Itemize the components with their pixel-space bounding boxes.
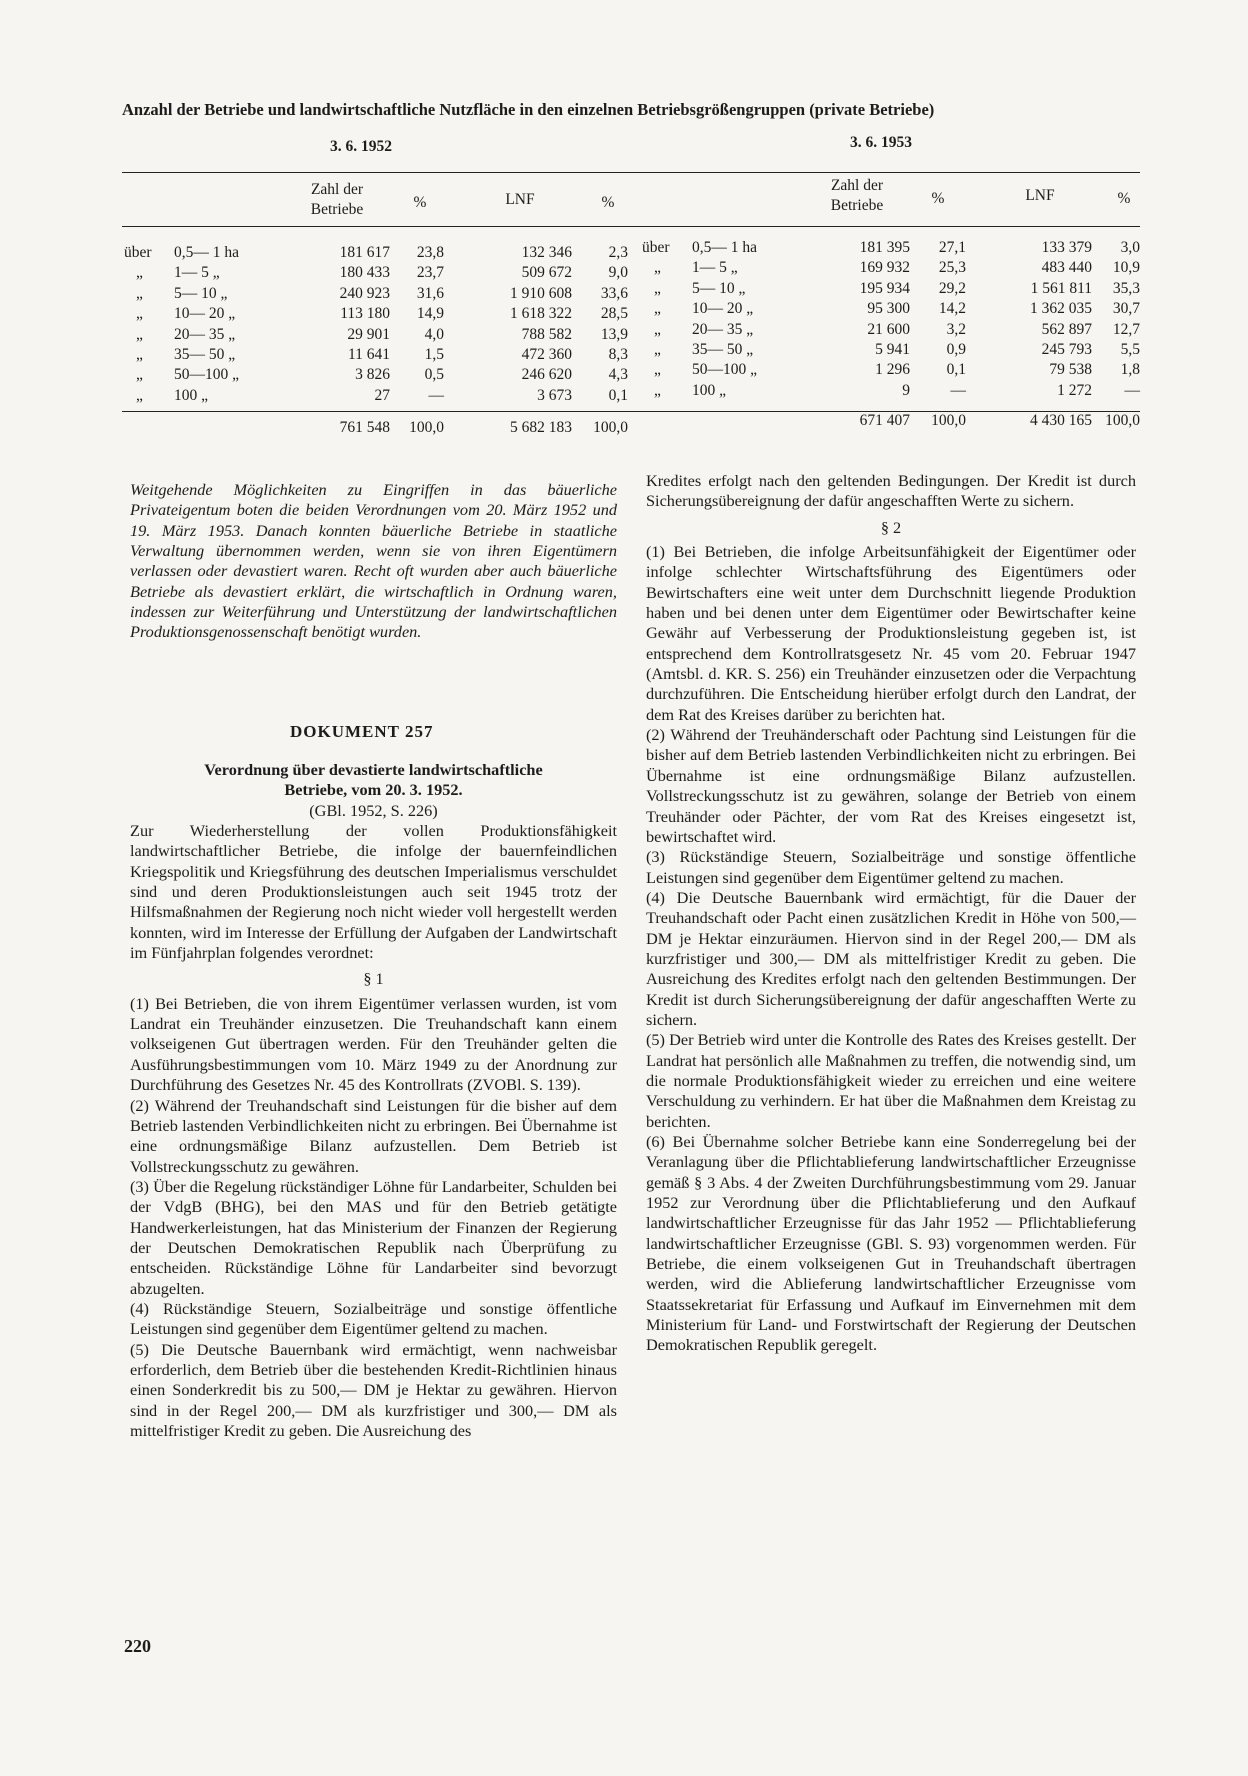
table-header-rule: [122, 226, 1140, 227]
document-heading: DOKUMENT 257: [290, 722, 434, 741]
header-lnfpct-right: %: [1117, 190, 1131, 207]
table-row: „ 100 „ 9 — 1 272 —: [654, 381, 1140, 399]
section-1-para-4: (4) Rückständige Steuern, Sozialbeiträge und sonstige öffentliche Leistungen sind gegenüber dem Eigentümer geltend zu machen.: [130, 1298, 617, 1339]
left-text-column-body: [130, 760, 617, 1441]
header-pct-left: %: [413, 194, 427, 211]
table-row: „ 35— 50 „ 5 941 0,9 245 793 5,5: [654, 340, 1140, 358]
section-1-para-5: (5) Die Deutsche Bauernbank wird ermächtigt, wenn nachweisbar erforderlich, dem Betrieb über die bestehenden Kredit-Richtlinien hinaus einen Sonderkredit bis zu 500,— DM je Hektar zu gewähren. Hiervon sind in der Regel 200,— DM als kurzfristiger und 300,— DM als mittelfristiger Kredit zu geben. Die Ausreichung des: [130, 1339, 617, 1440]
table-row: „ 1— 5 „ 169 932 25,3 483 440 10,9: [654, 259, 1140, 277]
date-1953: 3. 6. 1953: [850, 134, 912, 151]
right-text-column: [646, 471, 1136, 1356]
table-row: „ 100 „ 27 — 3 673 0,1: [136, 386, 628, 404]
table-row: „ 5— 10 „ 195 934 29,2 1 561 811 35,3: [654, 279, 1140, 297]
header-zahl-left: Zahl der Betriebe: [310, 181, 364, 218]
table-row: „ 1— 5 „ 180 433 23,7 509 672 9,0: [136, 264, 628, 282]
table-total-1952: 761 548 100,0 5 682 183 100,0: [339, 419, 628, 436]
doc-title-line1: Verordnung über devastierte landwirtschaftliche: [204, 760, 543, 779]
page-number: 220: [124, 1636, 151, 1656]
table-rows-1953: [642, 238, 1142, 401]
header-lnf-right: LNF: [1025, 187, 1055, 204]
continuation-text: Kredites erfolgt nach den geltenden Bedingungen. Der Kredit ist durch Sicherungsübereignung der dafür angeschafften Werte zu sichern.: [646, 471, 1136, 511]
table-row: über 0,5— 1 ha 181 617 23,8 132 346 2,3: [124, 244, 628, 261]
section-2-para-5: (5) Der Betrieb wird unter die Kontrolle des Rates des Kreises gestellt. Der Landrat hat persönlich alle Maßnahmen zu treffen, die notwendig sind, um die normale Produktionsfähigkeit wieder zu erreichen und eine weitere Verschuldung zu verhindern. Er hat über die Maßnahmen dem Kreistag zu berichten.: [646, 1030, 1136, 1131]
section-1-para-3: (3) Über die Regelung rückständiger Löhne für Landarbeiter, Schulden bei der VdgB (BHG), bei den MAS und für den Betrieb getätigte Handwerkerleistungen, hat das Ministerium der Finanzen der Regierung der Deutschen Demokratischen Republik nach Überprüfung zu entscheiden. Rückständige Löhne für Landarbeiter sind bevorzugt abzugelten.: [130, 1176, 617, 1298]
header-zahl-right: Zahl der Betriebe: [830, 177, 884, 214]
table-total-1953: 671 407 100,0 4 430 165 100,0: [859, 412, 1140, 429]
doc-source: (GBl. 1952, S. 226): [309, 800, 438, 820]
section-1-para-2: (2) Während der Treuhandschaft sind Leistungen für die bisher auf dem Betrieb lastenden Verbindlichkeiten nicht zu erbringen. Bei Übernahme ist eine ordnungsmäßige Bilanz aufzustellen. Dem Betrieb ist Vollstreckungsschutz zu gewähren.: [130, 1095, 617, 1176]
section-2-para-4: (4) Die Deutsche Bauernbank wird ermächtigt, für die Dauer der Treuhandschaft oder Pacht einen zusätzlichen Kredit in Höhe von 500,— DM je Hektar einzuräumen. Hiervon sind in der Regel 200,— DM als kurzfristiger und 300,— DM als mittelfristiger Kredit zu geben. Die Ausreichung des Kredites erfolgt nach den geltenden Bestimmungen. Der Kredit ist durch Sicherungsübereignung der dafür angeschafften Werte zu sichern.: [646, 887, 1136, 1029]
table-row: „ 20— 35 „ 29 901 4,0 788 582 13,9: [136, 325, 628, 343]
section-2-para-6: (6) Bei Übernahme solcher Betriebe kann eine Sonderregelung bei der Veranlagung über die Pflichtablieferung landwirtschaftlicher Erzeugnisse gemäß § 3 Abs. 4 der Zweiten Durchführungsbestimmung vom 29. Januar 1952 zur Verordnung über die Pflichtablieferung und den Aufkauf landwirtschaftlicher Erzeugnisse für das Jahr 1952 — Pflichtablieferung landwirtschaftlicher Erzeugnisse (GBl. S. 93) vorgenommen werden. Für Betriebe, die einem volkseigenen Gut in Treuhandschaft übertragen werden, wird die Ablieferung landwirtschaftlicher Erzeugnisse vom Staatssekretariat für Erfassung und Aufkauf im Einvernehmen mit dem Ministerium für Land- und Forstwirtschaft der Regierung der Deutschen Demokratischen Republik geregelt.: [646, 1132, 1136, 1355]
header-pct-right: %: [931, 190, 945, 207]
table-row: über 0,5— 1 ha 181 395 27,1 133 379 3,0: [642, 239, 1140, 256]
table-row: „ 10— 20 „ 95 300 14,2 1 362 035 30,7: [654, 300, 1140, 318]
table-row: „ 5— 10 „ 240 923 31,6 1 910 608 33,6: [136, 284, 628, 302]
table-row: „ 50—100 „ 1 296 0,1 79 538 1,8: [654, 361, 1140, 379]
date-1952: 3. 6. 1952: [330, 138, 392, 155]
table-rows-1952: [124, 243, 629, 406]
section-1-para-1: (1) Bei Betrieben, die von ihrem Eigentümer verlassen wurden, ist vom Landrat ein Treuhänder einzusetzen. Die Treuhandschaft kann einem volkseigenen Gut übertragen werden. Für den Treuhänder gelten die Ausführungsbestimmungen vom 10. März 1949 zu der Anordnung zur Durchführung des Gesetzes Nr. 45 des Kontrollrats (ZVOBl. S. 139).: [130, 993, 617, 1095]
header-lnf-left: LNF: [505, 191, 535, 208]
table-row: „ 10— 20 „ 113 180 14,9 1 618 322 28,5: [136, 305, 628, 323]
table-title: Anzahl der Betriebe und landwirtschaftliche Nutzfläche in den einzelnen Betriebsgrößengruppen (private Betriebe): [122, 100, 935, 119]
section-2-para-1: (1) Bei Betrieben, die infolge Arbeitsunfähigkeit der Eigentümer oder infolge schlechter Wirtschaftsführung des Eigentümers oder Bewirtschafters eine weit unter dem Durchschnitt liegende Produktion haben und bei denen unter dem Eigentümer oder Bewirtschafter keine Gewähr auf Verbesserung der Produktionsleistung gegeben ist, ist entsprechend dem Kontrollratsgesetz Nr. 45 vom 20. Februar 1947 (Amtsbl. d. KR. S. 256) ein Treuhänder einzusetzen oder die Verpachtung durchzuführen. Die Entscheidung hierüber erfolgt durch den Landrat, der dem Rat des Kreises darüber zu berichten hat.: [646, 542, 1136, 724]
doc-title-line2: Betriebe, vom 20. 3. 1952.: [284, 780, 463, 800]
left-text-column: [130, 480, 617, 643]
section-2: § 2: [880, 517, 902, 537]
preamble: Zur Wiederherstellung der vollen Produktionsfähigkeit landwirtschaftlicher Betriebe, die infolge der bauernfeindlichen Kriegspolitik und Kriegsführung des deutschen Imperialismus verschuldet sind und deren Produktionsleistungen auch seit 1945 trotz der Hilfsmaßnahmen der Regierung noch nicht wieder voll hergestellt werden konnten, wird im Interesse der Erfüllung der Aufgaben der Landwirtschaft im Fünfjahrplan folgendes verordnet:: [130, 821, 617, 963]
section-2-para-3: (3) Rückständige Steuern, Sozialbeiträge und sonstige öffentliche Leistungen sind gegenüber dem Eigentümer geltend zu machen.: [646, 847, 1136, 887]
section-1: § 1: [363, 969, 384, 989]
table-top-rule: [122, 172, 1140, 173]
section-2-para-2: (2) Während der Treuhänderschaft oder Pachtung sind Leistungen für die bisher auf dem Betrieb lastenden Verbindlichkeiten nicht zu erbringen. Bei Übernahme ist eine ordnungsmäßige Bilanz aufzustellen. Vollstreckungsschutz ist zu gewähren, solange der Betrieb von einem Treuhänder oder Pächter, der vom Rat des Kreises eingesetzt ist, bewirtschaftet wird.: [646, 725, 1136, 846]
header-lnfpct-left: %: [601, 194, 615, 211]
table-row: „ 50—100 „ 3 826 0,5 246 620 4,3: [136, 366, 628, 384]
editor-commentary: Weitgehende Möglichkeiten zu Eingriffen in das bäuerliche Privateigentum boten die beiden Verordnungen vom 20. März 1952 und 19. März 1953. Danach konnten bäuerliche Betriebe in staatliche Verwaltung übernommen werden, wenn sie von ihren Eigentümern verlassen oder devastiert waren. Recht oft wurden aber auch bäuerliche Betriebe als devastiert erklärt, die wirtschaftlich in Ordnung waren, indessen zur Weiterführung und Unterstützung der landwirtschaftlichen Produktionsgenossenschaft benötigt wurden.: [130, 480, 617, 642]
table-row: „ 20— 35 „ 21 600 3,2 562 897 12,7: [654, 320, 1140, 338]
table-row: „ 35— 50 „ 11 641 1,5 472 360 8,3: [136, 345, 628, 363]
